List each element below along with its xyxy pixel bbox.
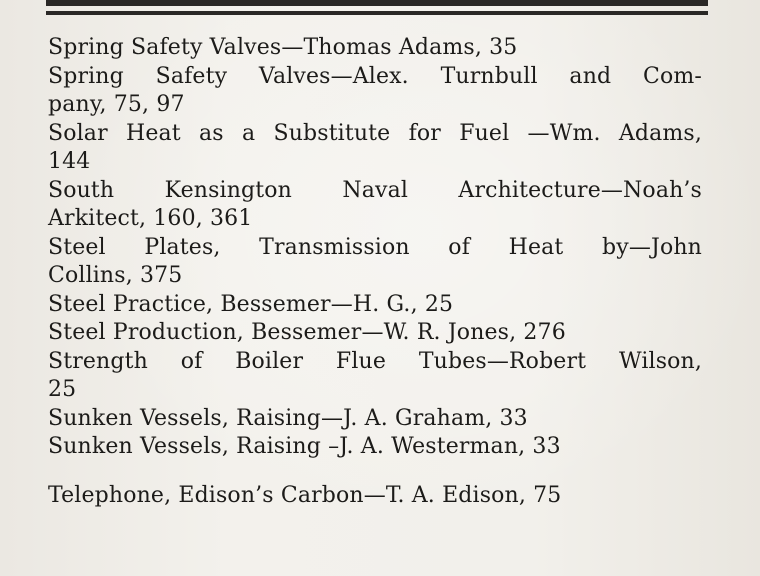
entry-line: Sunken Vessels, Raising—J. A. Graham, 33 (48, 405, 528, 431)
index-entry-solar-heat (48, 120, 702, 177)
index-entry-sunken-vessels-graham (48, 405, 702, 434)
entry-line: Steel Plates, Transmission of Heat by—John (48, 234, 702, 260)
entry-line: Steel Practice, Bessemer—H. G., 25 (48, 291, 454, 317)
top-rule-thick (46, 0, 708, 6)
index-entry-steel-practice (48, 291, 702, 320)
index-entry-spring-safety-valves-turnbull (48, 63, 702, 120)
entry-line: Steel Production, Bessemer—W. R. Jones, 276 (48, 320, 566, 345)
entry-line: Arkitect, 160, 361 (48, 206, 253, 231)
entry-line: Telephone, Edison’s Carbon—T. A. Edison, 75 (48, 482, 562, 508)
top-rule-thin (46, 11, 708, 15)
entry-line: Collins, 375 (48, 263, 183, 288)
entry-line: Spring Safety Valves—Thomas Adams, 35 (48, 35, 518, 60)
subject-index (48, 34, 702, 510)
entry-line: Strength of Boiler Flue Tubes—Robert Wilson, (48, 348, 702, 374)
entry-line: 25 (48, 377, 77, 402)
entry-line: 144 (48, 149, 91, 174)
index-entry-steel-production (48, 319, 702, 348)
index-entry-spring-safety-valves-adams (48, 34, 702, 63)
index-entry-sunken-vessels-westerman (48, 433, 702, 462)
section-gap (48, 462, 702, 482)
index-entry-south-kensington (48, 177, 702, 234)
index-entry-boiler-flue-tubes (48, 348, 702, 405)
entry-line: pany, 75, 97 (48, 92, 185, 117)
index-entry-steel-plates (48, 234, 702, 291)
index-entry-telephone-edison (48, 482, 702, 511)
entry-line: Spring Safety Valves—Alex. Turnbull and Com- (48, 63, 702, 89)
entry-line: Solar Heat as a Substitute for Fuel —Wm. Adams, (48, 120, 702, 146)
entry-line: South Kensington Naval Architecture—Noah’s (48, 177, 702, 203)
entry-line: Sunken Vessels, Raising –J. A. Westerman, 33 (48, 434, 561, 459)
